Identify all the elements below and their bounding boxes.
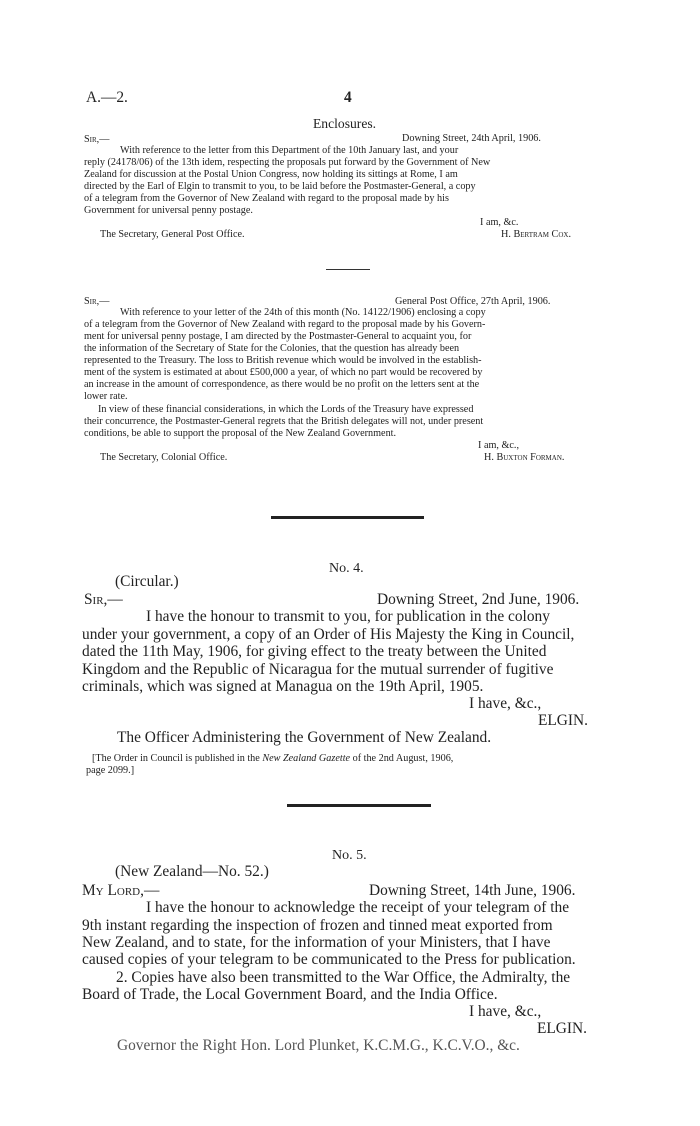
no5-line: Board of Trade, the Local Government Board, and the India Office. bbox=[82, 986, 498, 1003]
letter2-signature-surname: Buxton Forman. bbox=[496, 452, 565, 463]
letter2-line: conditions, be able to support the proposal of the New Zealand Government. bbox=[84, 428, 397, 439]
letter1-line: Government for universal penny postage. bbox=[84, 205, 253, 216]
letter2-signature bbox=[484, 452, 564, 463]
no4-line: criminals, which was signed at Managua on the 19th April, 1905. bbox=[82, 678, 484, 695]
no5-line: New Zealand, and to state, for the information of your Ministers, that I have bbox=[82, 934, 551, 951]
no4-addressee: The Officer Administering the Government of New Zealand. bbox=[117, 729, 492, 746]
no4-line: I have the honour to transmit to you, for publication in the colony bbox=[146, 608, 550, 625]
no5-line: 9th instant regarding the inspection of frozen and tinned meat exported from bbox=[82, 917, 553, 934]
short-divider bbox=[326, 269, 370, 270]
letter2-line: In view of these financial considerations, in which the Lords of the Treasury have expressed bbox=[98, 404, 474, 415]
section-divider bbox=[271, 516, 424, 519]
no5-addressee: Governor the Right Hon. Lord Plunket, K.C.M.G., K.C.V.O., &c. bbox=[117, 1037, 520, 1054]
letter1-line: With reference to the letter from this Department of the 10th January last, and your bbox=[120, 145, 459, 156]
letter1-addressee: The Secretary, General Post Office. bbox=[100, 229, 245, 240]
no5-salutation: My Lord,— bbox=[82, 882, 160, 899]
enclosures-heading: Enclosures. bbox=[313, 116, 377, 131]
no4-place-date: Downing Street, 2nd June, 1906. bbox=[377, 591, 580, 608]
letter2-addressee: The Secretary, Colonial Office. bbox=[100, 452, 228, 463]
no4-circular: (Circular.) bbox=[115, 573, 179, 590]
no4-closing: I have, &c., bbox=[469, 695, 542, 712]
no4-note-gazette: New Zealand Gazette bbox=[262, 753, 351, 764]
letter2-signature-initial: H. bbox=[484, 452, 497, 463]
no5-line: 2. Copies have also been transmitted to the War Office, the Admiralty, the bbox=[116, 969, 571, 986]
no5-line: I have the honour to acknowledge the receipt of your telegram of the bbox=[146, 899, 570, 916]
no5-line: caused copies of your telegram to be communicated to the Press for publication. bbox=[82, 951, 576, 968]
no5-number: No. 5. bbox=[332, 848, 367, 863]
no5-subtitle: (New Zealand—No. 52.) bbox=[115, 863, 269, 880]
letter1-line: reply (24178/06) of the 13th idem, respecting the proposals put forward by the Government of New bbox=[84, 157, 491, 168]
letter2-line: With reference to your letter of the 24th of this month (No. 14122/1906) enclosing a copy bbox=[120, 307, 486, 318]
letter2-line: ment of the system is estimated at about £500,000 a year, of which no part would be recovered by bbox=[84, 367, 483, 378]
letter2-closing: I am, &c., bbox=[478, 440, 520, 451]
no5-closing: I have, &c., bbox=[469, 1003, 542, 1020]
page-number: 4 bbox=[344, 89, 352, 106]
no4-number: No. 4. bbox=[329, 561, 364, 576]
no4-note-page: page 2099.] bbox=[86, 765, 135, 776]
letter1-line: Zealand for discussion at the Postal Union Congress, now holding its sittings at Rome, I am bbox=[84, 169, 458, 180]
letter2-salutation: Sir,— bbox=[84, 296, 110, 307]
letter2-line: represented to the Treasury. The loss to British revenue which would be involved in the establish- bbox=[84, 355, 482, 366]
no4-line: Kingdom and the Republic of Nicaragua for the mutual surrender of fugitive bbox=[82, 661, 554, 678]
document-reference: A.—2. bbox=[86, 89, 128, 106]
no4-note bbox=[92, 753, 453, 764]
no5-place-date: Downing Street, 14th June, 1906. bbox=[369, 882, 576, 899]
letter1-salutation: Sir,— bbox=[84, 134, 110, 145]
letter2-line: of a telegram from the Governor of New Zealand with regard to the proposal made by his Govern- bbox=[84, 319, 486, 330]
no4-line: under your government, a copy of an Order of His Majesty the King in Council, bbox=[82, 626, 575, 643]
letter1-signature-initial: H. bbox=[501, 229, 514, 240]
letter1-closing: I am, &c. bbox=[480, 217, 519, 228]
letter2-line: the information of the Secretary of State for the Colonies, that the question has already been bbox=[84, 343, 460, 354]
letter1-signature bbox=[501, 229, 571, 240]
no4-signature: ELGIN. bbox=[538, 712, 589, 729]
letter1-line: directed by the Earl of Elgin to transmit to you, to be laid before the Postmaster-General, a copy bbox=[84, 181, 476, 192]
letter1-place-date: Downing Street, 24th April, 1906. bbox=[402, 133, 541, 144]
letter2-line: their concurrence, the Postmaster-General regrets that the British delegates will not, under present bbox=[84, 416, 484, 427]
letter2-place-date: General Post Office, 27th April, 1906. bbox=[395, 296, 551, 307]
no4-note-start: [The Order in Council is published in the bbox=[92, 753, 263, 764]
letter2-line: ment for universal penny postage, I am directed by the Postmaster-General to acquaint you, for bbox=[84, 331, 472, 342]
letter1-line: of a telegram from the Governor of New Zealand with regard to the proposal made by his bbox=[84, 193, 449, 204]
no4-line: dated the 11th May, 1906, for giving effect to the treaty between the United bbox=[82, 643, 547, 660]
letter2-line: an increase in the amount of correspondence, as there would be no profit on the letters sent at the bbox=[84, 379, 480, 390]
letter2-line: lower rate. bbox=[84, 391, 128, 402]
no4-salutation: Sir,— bbox=[84, 591, 123, 608]
no5-signature: ELGIN. bbox=[537, 1020, 588, 1037]
section-divider bbox=[287, 804, 431, 807]
letter1-signature-surname: Bertram Cox. bbox=[513, 229, 571, 240]
no4-note-end: of the 2nd August, 1906, bbox=[350, 753, 454, 764]
